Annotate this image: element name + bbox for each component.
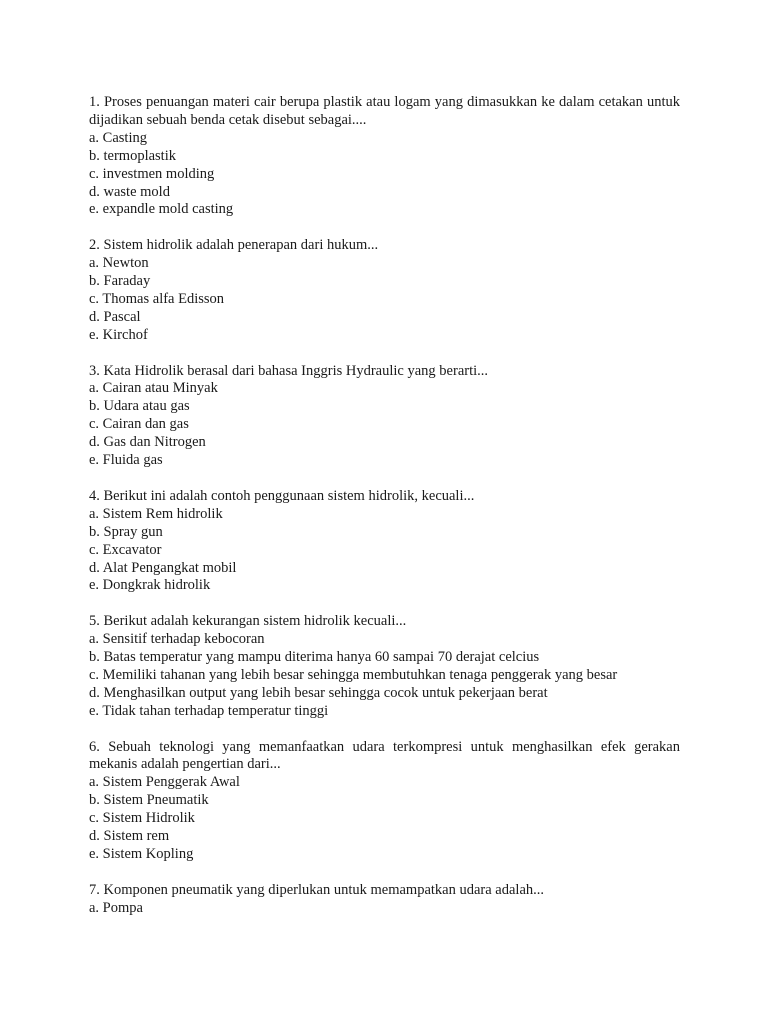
option-e: e. Kirchof [89, 326, 148, 343]
option-d: d. Sistem rem [89, 828, 170, 845]
option-b: b. Faraday [89, 273, 151, 290]
option-a: a. Cairan atau Minyak [89, 380, 218, 397]
option-e: e. expandle mold casting [89, 201, 234, 218]
question-2 [89, 237, 680, 344]
option-a: a. Sistem Rem hidrolik [89, 505, 223, 522]
option-a: a. Sistem Penggerak Awal [89, 774, 240, 791]
question-7 [89, 882, 680, 918]
question-6 [89, 739, 680, 864]
option-e: e. Sistem Kopling [89, 845, 194, 862]
option-list [89, 774, 680, 864]
option-e: e. Dongkrak hidrolik [89, 577, 211, 594]
question-1 [89, 94, 680, 219]
option-d: d. Gas dan Nitrogen [89, 434, 206, 451]
option-list [89, 130, 680, 220]
option-d: d. Alat Pengangkat mobil [89, 559, 237, 576]
option-list [89, 255, 680, 345]
option-b: b. Batas temperatur yang mampu diterima hanya 60 sampai 70 derajat celcius [89, 649, 540, 666]
option-list [89, 631, 680, 721]
option-c: c. Memiliki tahanan yang lebih besar sehingga membutuhkan tenaga penggerak yang besar [89, 666, 618, 683]
question-text: 6. Sebuah teknologi yang memanfaatkan udara terkompresi untuk menghasilkan efek gerakan mekanis adalah pengertian dari... [89, 738, 680, 773]
question-4 [89, 488, 680, 595]
option-d: d. Pascal [89, 308, 141, 325]
option-a: a. Sensitif terhadap kebocoran [89, 631, 265, 648]
question-text: 5. Berikut adalah kekurangan sistem hidrolik kecuali... [89, 613, 407, 630]
question-5 [89, 613, 680, 720]
option-b: b. termoplastik [89, 147, 176, 164]
option-b: b. Spray gun [89, 523, 163, 540]
option-b: b. Udara atau gas [89, 398, 190, 415]
question-text: 4. Berikut ini adalah contoh penggunaan sistem hidrolik, kecuali... [89, 487, 475, 504]
question-text: 7. Komponen pneumatik yang diperlukan untuk memampatkan udara adalah... [89, 881, 545, 898]
option-e: e. Tidak tahan terhadap temperatur tinggi [89, 702, 329, 719]
question-text: 3. Kata Hidrolik berasal dari bahasa Inggris Hydraulic yang berarti... [89, 362, 489, 379]
question-text: 2. Sistem hidrolik adalah penerapan dari hukum... [89, 237, 379, 254]
question-text: 1. Proses penuangan materi cair berupa plastik atau logam yang dimasukkan ke dalam cetakan untuk dijadikan sebuah benda cetak disebut sebagai.... [89, 94, 680, 128]
option-d: d. waste mold [89, 183, 170, 200]
option-list [89, 506, 680, 596]
option-list [89, 900, 680, 918]
document-body [89, 94, 680, 935]
option-a: a. Newton [89, 255, 149, 272]
option-d: d. Menghasilkan output yang lebih besar sehingga cocok untuk pekerjaan berat [89, 684, 548, 701]
option-a: a. Casting [89, 129, 147, 146]
option-c: c. Sistem Hidrolik [89, 810, 195, 827]
option-e: e. Fluida gas [89, 452, 163, 469]
option-c: c. Excavator [89, 541, 162, 558]
option-b: b. Sistem Pneumatik [89, 792, 209, 809]
option-list [89, 380, 680, 470]
option-c: c. Cairan dan gas [89, 416, 189, 433]
option-a: a. Pompa [89, 899, 143, 916]
option-c: c. investmen molding [89, 165, 215, 182]
option-c: c. Thomas alfa Edisson [89, 290, 225, 307]
question-3 [89, 363, 680, 470]
